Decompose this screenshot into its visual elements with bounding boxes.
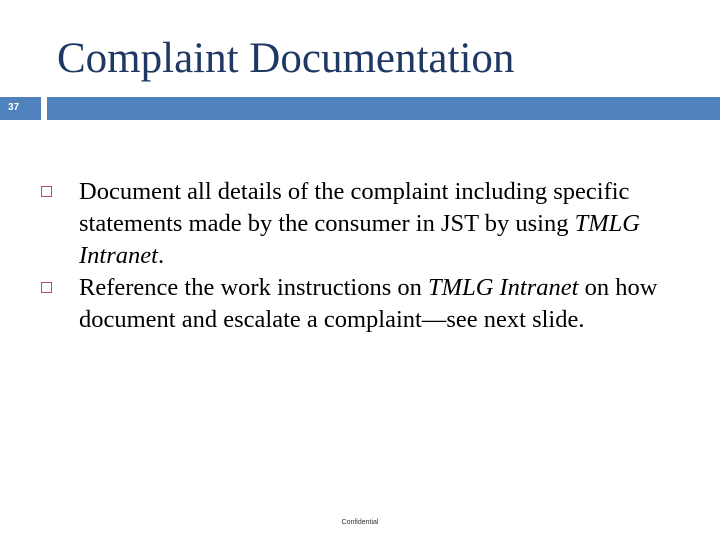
bullet-item <box>40 176 680 272</box>
bullet-text-end: on how document and escalate a complaint—see next slide. <box>79 274 658 333</box>
hollow-square-icon <box>41 186 52 197</box>
footer-confidential: Confidential <box>341 519 379 526</box>
bullet-emphasis: TMLG Intranet <box>79 210 640 269</box>
bullet-emphasis: TMLG Intranet <box>428 274 579 301</box>
hollow-square-icon <box>41 282 52 293</box>
title-divider-bar <box>47 97 720 120</box>
slide-number-bar <box>0 97 41 120</box>
bullet-text-end: . <box>157 242 165 269</box>
bullet-text: Document all details of the complaint including specific statements made by the consumer in JST by using <box>79 178 630 237</box>
bullet-list <box>40 176 680 336</box>
slide-title: Complaint Documentation <box>57 35 515 82</box>
slide-number: 37 <box>8 102 20 113</box>
bullet-item <box>40 272 680 336</box>
bullet-text: Reference the work instructions on <box>79 274 429 301</box>
